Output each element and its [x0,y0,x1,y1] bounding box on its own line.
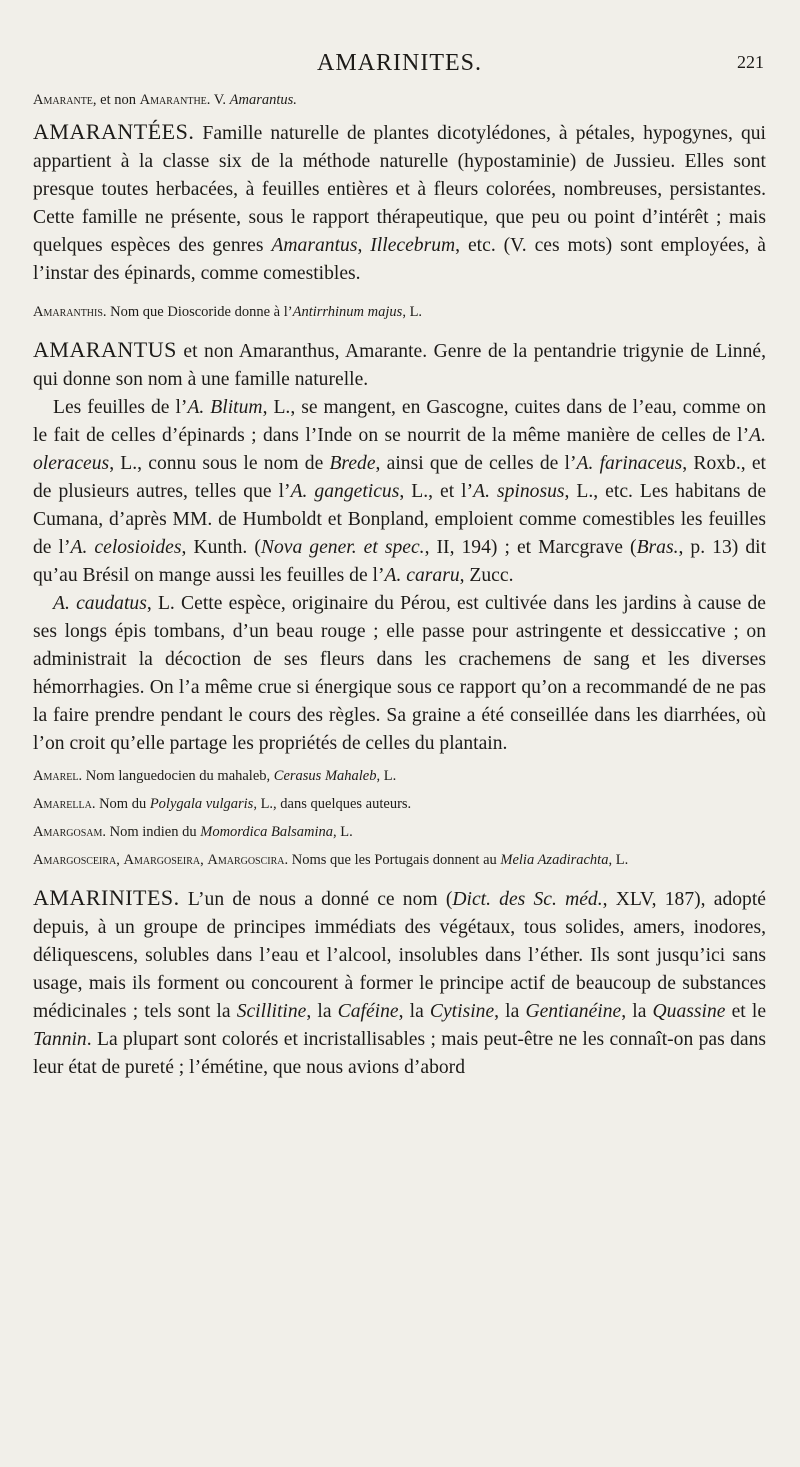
entry-amarantees [33,118,766,288]
entry-amargosam [33,822,766,842]
substance-name: Tannin [33,1029,87,1050]
entry-text: , [200,852,208,868]
entry-amarantus-caudatus [33,590,766,758]
running-title: AMARINITES. [317,50,482,76]
entry-text: , XLV, 187), adopté depuis, à un groupe de principes immédiats des végétaux, tous solides, amers, inodores, déliquescens, solubles dans l’eau et l’alcool, insolubles dans l’éther. Ils sont jusqu’ici sans usage, mais ils forment ou concourent à former le principe actif de beaucoup de substances médicinales ; tels sont la [33,889,766,1022]
entry-text: , la [306,1001,338,1022]
substance-name: Caféine [337,1001,399,1022]
entry-text: . Nom indien du [102,824,201,840]
species-name: Antirrhinum majus [292,304,403,320]
entry-amarantus [33,336,766,394]
entry-text: et non Amaranthus, Amarante. Genre de la pentandrie trigynie de Linné, qui donne son nom à une famille naturelle. [33,341,766,390]
entry-amarante [33,90,766,110]
entry-amarella [33,794,766,814]
headword: Amarel [33,768,79,784]
entry-text: , [357,235,371,256]
entry-text: L’un de nous a donné ce nom ( [179,889,453,910]
species-name: A. spinosus [473,481,565,502]
headword: Amarella [33,796,92,812]
headword-variant: Amargoscira [207,852,285,868]
entry-text: , Zucc. [459,565,514,586]
entry-text: , ainsi que de celles de l’ [375,453,577,474]
genus-name: Illecebrum [370,235,456,256]
headword-variant: Amargoseira [123,852,201,868]
entry-text: , L. [608,852,629,868]
entry-text: . V. [206,92,230,108]
entry-text: , L., et l’ [399,481,474,502]
common-name: Brede [329,453,376,474]
entry-text: , L., dans quelques auteurs. [253,796,412,812]
page-number: 221 [737,52,764,72]
species-name: Cerasus Mahaleb [273,768,377,784]
headword: AMARINITES. [33,885,180,910]
entry-text: . La plupart sont colorés et incristallisables ; mais peut-être ne les connaît-on pas dans leur état de pureté ; l’émétine, que nous avions d’abord [33,1029,766,1078]
entry-amarel [33,766,766,786]
entry-text: . Nom que Dioscoride donne à l’ [102,304,293,320]
species-name: Momordica Balsamina [200,824,334,840]
substance-name: Scillitine [236,1001,307,1022]
entry-text: , p. 13) dit qu’au Brésil on mange aussi les feuilles de l’ [33,537,767,586]
entry-text: , Roxb., et de plusieurs autres, telles que l’ [33,453,766,502]
page-header [33,0,766,90]
species-name: A. farinaceus [576,453,683,474]
headword: Amarante [33,92,93,108]
entry-text: , Kunth. ( [181,537,261,558]
headword: AMARANTUS [33,337,177,362]
species-name: A. gangeticus [290,481,400,502]
species-name: A. oleraceus [33,425,766,474]
entry-text: , etc. (V. ces mots) sont employées, à l’instar des épinards, comme comestibles. [33,235,766,284]
species-name: A. caudatus [53,593,147,614]
headword: AMARANTÉES. [33,119,195,144]
entry-text: , et non [92,92,140,108]
entry-text: . Nom languedocien du mahaleb, [78,768,274,784]
entry-text: , L., connu sous le nom de [109,453,330,474]
entry-text: et le [725,1001,767,1022]
entry-text: , L. [376,768,397,784]
entry-text: , L. [333,824,353,840]
entry-text: Les feuilles de l’ [53,397,188,418]
headword: Amargosceira [33,852,117,868]
species-name: A. cararu [384,565,460,586]
entry-text: , L., se mangent, en Gascogne, cuites dans de l’eau, comme on le fait de celles d’épinards ; dans l’Inde on se nourrit de la même manière de celles de l’ [33,397,767,446]
substance-name: Cytisine [429,1001,495,1022]
entry-amaranthis [33,302,766,322]
entry-text: , L., etc. Les habitans de Cumana, d’après MM. de Humboldt et Bonpland, emploient comme comestibles les feuilles de l’ [33,481,767,558]
entry-text: , la [494,1001,526,1022]
entry-amargosceira [33,850,766,870]
bibliographic-reference: Dict. des Sc. méd. [452,889,603,910]
bibliographic-reference: Nova gener. et spec. [260,537,425,558]
substance-name: Gentianéine [525,1001,622,1022]
species-name: A. Blitum [187,397,263,418]
substance-name: Quassine [652,1001,726,1022]
species-name: Polygala vulgaris [149,796,254,812]
species-name: A. celosioides [70,537,182,558]
entry-text: , II, 194) ; et Marcgrave ( [424,537,637,558]
headword: Amaranthis [33,304,103,320]
headword-variant: Amaranthe [139,92,207,108]
entry-text: , [116,852,124,868]
cross-reference: Amarantus. [229,92,297,108]
entry-text: , la [398,1001,430,1022]
headword: Amargosam [33,824,103,840]
entry-text: . Noms que les Portugais donnent au [284,852,501,868]
entry-text: Famille naturelle de plantes dicotylédones, à pétales, hypogynes, qui appartient à la classe six de la méthode naturelle (hypostaminie) de Jussieu. Elles sont presque toutes herbacées, à feuilles entières et à fleurs colorées, nombreuses, persistantes. Cette famille ne présente, sous le rapport thérapeutique, que peu ou point d’intérêt ; mais quelques espèces des genres [33,123,766,256]
entry-text: . Nom du [91,796,150,812]
entry-text: , la [621,1001,653,1022]
genus-name: Amarantus [271,235,358,256]
entry-text: , L. Cette espèce, originaire du Pérou, est cultivée dans les jardins à cause de ses longs épis tombans, d’un beau rouge ; elle passe pour astringente et dessiccative ; on administrait la décoction de ses fleurs dans les crachemens de sang et les diverses hémorrhagies. On l’a même crue si énergique sous ce rapport qu’on a recommandé de ne pas la faire prendre pendant le cours des règles. Sa graine a été conseillée dans les diarrhées, où l’on croit qu’elle partage les propriétés de celles du plantain. [33,593,766,754]
entry-text: , L. [402,304,423,320]
species-name: Melia Azadirachta [500,852,609,868]
bibliographic-reference: Bras. [636,537,679,558]
entry-amarinites [33,884,766,1082]
entry-amarantus-paragraph [33,394,766,590]
